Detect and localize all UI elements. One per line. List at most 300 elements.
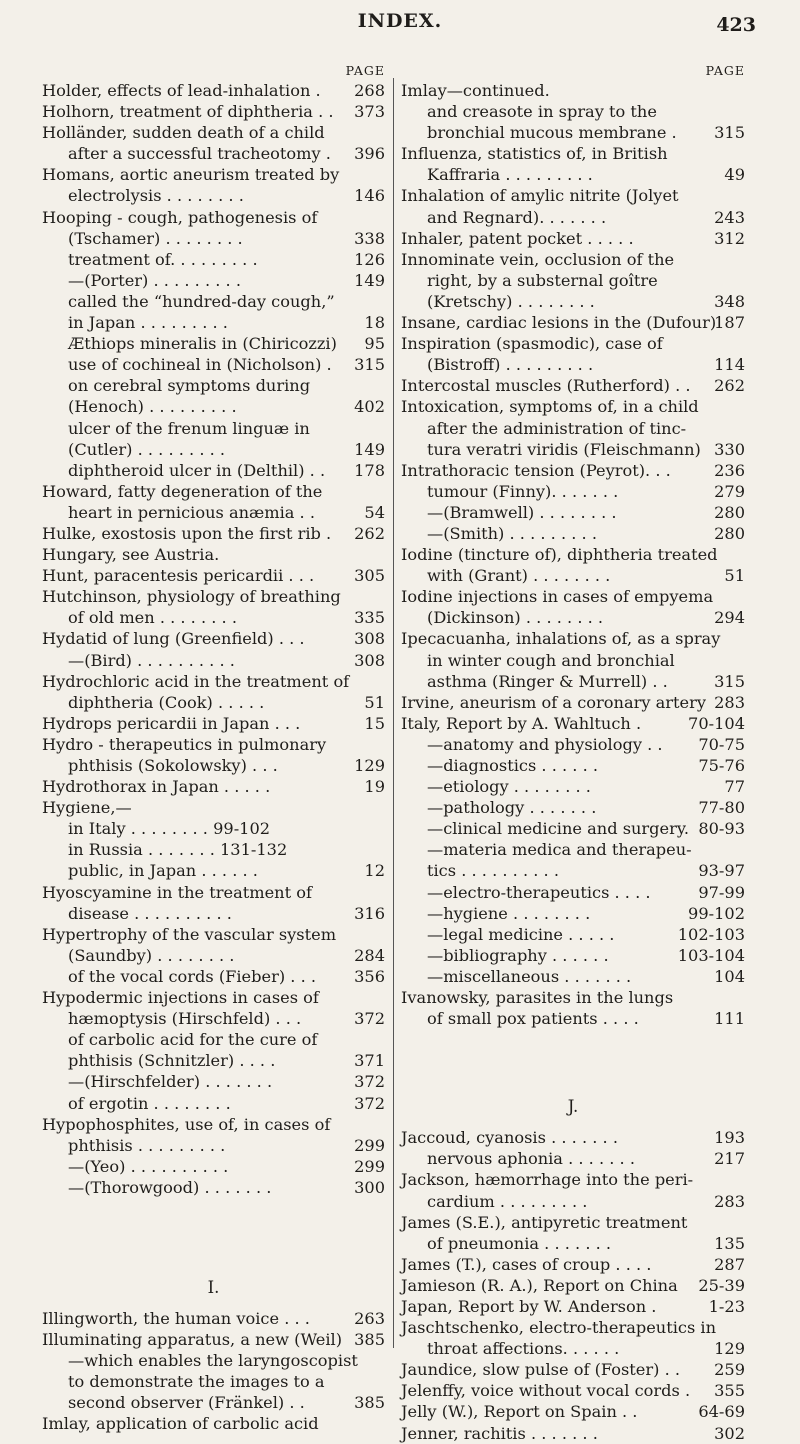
index-entry bbox=[42, 607, 385, 628]
entry-text: Innominate vein, occlusion of the bbox=[401, 249, 675, 269]
entry-text: —bibliography . . . . . . bbox=[427, 945, 609, 965]
entry-page: 12 bbox=[364, 861, 385, 881]
entry-text: —(Bramwell) . . . . . . . . bbox=[427, 502, 617, 522]
entry-page: 135 bbox=[714, 1233, 745, 1253]
entry-text: of old men . . . . . . . . bbox=[68, 608, 237, 628]
index-entry bbox=[42, 945, 385, 966]
index-entry bbox=[401, 903, 745, 924]
entry-text: —etiology . . . . . . . . bbox=[427, 777, 591, 797]
entry-text: Illuminating apparatus, a new (Weil) bbox=[42, 1330, 343, 1350]
entry-text: (Henoch) . . . . . . . . . bbox=[68, 397, 237, 417]
index-entry bbox=[42, 565, 385, 586]
entry-text: Jaschtschenko, electro-therapeutics in bbox=[401, 1318, 717, 1338]
index-entry bbox=[42, 650, 385, 671]
entry-text: use of cochineal in (Nicholson) . bbox=[68, 355, 332, 375]
entry-text: James (T.), cases of croup . . . . bbox=[401, 1254, 652, 1274]
entry-text: Howard, fatty degeneration of the bbox=[42, 481, 323, 501]
entry-text: Japan, Report by W. Anderson . bbox=[401, 1296, 657, 1316]
entry-text: Jackson, hæmorrhage into the peri- bbox=[401, 1170, 694, 1190]
entry-page: 49 bbox=[724, 165, 745, 185]
index-entry bbox=[42, 143, 385, 164]
entry-page: 262 bbox=[714, 376, 745, 396]
index-entry bbox=[42, 1029, 385, 1050]
index-entry bbox=[401, 628, 745, 649]
entry-text: —legal medicine . . . . . bbox=[427, 924, 615, 944]
index-entry bbox=[401, 1275, 745, 1296]
index-entry bbox=[401, 797, 745, 818]
entry-page: 126 bbox=[354, 249, 385, 269]
entry-text: Hulke, exostosis upon the first rib . bbox=[42, 523, 332, 543]
entry-text: Hydatid of lung (Greenfield) . . . bbox=[42, 629, 305, 649]
index-entry bbox=[401, 333, 745, 354]
entry-page: 280 bbox=[714, 523, 745, 543]
entry-page: 315 bbox=[714, 671, 745, 691]
entry-text: —electro-therapeutics . . . . bbox=[427, 882, 651, 902]
entry-text: Jenner, rachitis . . . . . . . bbox=[401, 1423, 598, 1443]
index-entry bbox=[401, 734, 745, 755]
index-entry bbox=[401, 713, 745, 734]
entry-text: Intercostal muscles (Rutherford) . . bbox=[401, 376, 691, 396]
entry-text: Imlay, application of carbolic acid bbox=[42, 1414, 319, 1434]
index-entry bbox=[401, 1169, 745, 1190]
index-entry bbox=[401, 860, 745, 881]
entry-text: Hungary, see Austria. bbox=[42, 545, 220, 565]
entry-text: Hydrothorax in Japan . . . . . bbox=[42, 777, 271, 797]
entry-page: 149 bbox=[354, 270, 385, 290]
entry-page: 300 bbox=[354, 1177, 385, 1197]
entry-text: and Regnard). . . . . . . bbox=[427, 207, 607, 227]
index-entry bbox=[42, 903, 385, 924]
entry-page: 279 bbox=[714, 481, 745, 501]
entry-text: called the “hundred-day cough,” bbox=[68, 291, 335, 311]
entry-page: 93-97 bbox=[698, 861, 745, 881]
entry-text: ulcer of the frenum linguæ in bbox=[68, 418, 310, 438]
index-entry bbox=[401, 1191, 745, 1212]
index-entry bbox=[401, 122, 745, 143]
entry-text: —pathology . . . . . . . bbox=[427, 798, 597, 818]
entry-text: Inhalation of amylic nitrite (Jolyet bbox=[401, 186, 679, 206]
index-entry bbox=[401, 987, 745, 1008]
entry-text: throat affections. . . . . . bbox=[427, 1339, 620, 1359]
index-entry bbox=[42, 1135, 385, 1156]
index-entry bbox=[42, 1392, 385, 1413]
entry-text: —hygiene . . . . . . . . bbox=[427, 903, 591, 923]
entry-text: —(Hirschfelder) . . . . . . . bbox=[68, 1072, 273, 1092]
index-entry bbox=[401, 1359, 745, 1380]
index-entry bbox=[401, 776, 745, 797]
index-entry bbox=[42, 396, 385, 417]
entry-text: of ergotin . . . . . . . . bbox=[68, 1093, 231, 1113]
index-entry bbox=[401, 185, 745, 206]
entry-page: 287 bbox=[714, 1254, 745, 1274]
entry-text: (Tschamer) . . . . . . . . bbox=[68, 228, 243, 248]
entry-text: Intoxication, symptoms of, in a child bbox=[401, 397, 699, 417]
entry-text: Jaccoud, cyanosis . . . . . . . bbox=[401, 1128, 618, 1148]
index-entry bbox=[42, 418, 385, 439]
index-entries bbox=[401, 1127, 745, 1443]
index-entry bbox=[401, 207, 745, 228]
entry-page: 129 bbox=[714, 1339, 745, 1359]
index-entry bbox=[401, 1338, 745, 1359]
index-entry bbox=[42, 249, 385, 270]
entry-page: 283 bbox=[714, 1191, 745, 1211]
entry-text: right, by a substernal goître bbox=[427, 270, 658, 290]
index-entry bbox=[401, 312, 745, 333]
index-entries bbox=[42, 1308, 385, 1435]
index-entry bbox=[42, 966, 385, 987]
entry-text: electrolysis . . . . . . . . bbox=[68, 186, 244, 206]
running-head bbox=[0, 4, 800, 34]
index-entry bbox=[42, 586, 385, 607]
index-entry bbox=[401, 650, 745, 671]
entry-text: public, in Japan . . . . . . bbox=[68, 861, 258, 881]
entry-page: 102-103 bbox=[677, 924, 745, 944]
entry-page: 302 bbox=[714, 1423, 745, 1443]
index-entry bbox=[42, 164, 385, 185]
entry-page: 262 bbox=[354, 523, 385, 543]
index-entry bbox=[401, 1401, 745, 1422]
entry-page: 305 bbox=[354, 566, 385, 586]
index-entry bbox=[42, 882, 385, 903]
page-label: PAGE bbox=[705, 63, 745, 78]
entry-text: in Italy . . . . . . . . 99-102 bbox=[68, 819, 271, 839]
entry-text: Hyoscyamine in the treatment of bbox=[42, 882, 312, 902]
entry-page: 385 bbox=[354, 1393, 385, 1413]
entry-text: (Bistroff) . . . . . . . . . bbox=[427, 355, 594, 375]
entry-text: —which enables the laryngoscopist bbox=[68, 1351, 358, 1371]
index-entry bbox=[42, 1308, 385, 1329]
entry-page: 75-76 bbox=[698, 756, 745, 775]
index-entry bbox=[401, 375, 745, 396]
entry-text: of carbolic acid for the cure of bbox=[68, 1030, 318, 1050]
entry-text: Hunt, paracentesis pericardii . . . bbox=[42, 566, 315, 586]
index-entry bbox=[42, 734, 385, 755]
entry-page: 294 bbox=[714, 608, 745, 628]
entry-text: Kaffraria . . . . . . . . . bbox=[427, 165, 593, 185]
entry-text: treatment of. . . . . . . . . bbox=[68, 249, 258, 269]
entry-page: 70-75 bbox=[698, 734, 745, 754]
entry-text: —miscellaneous . . . . . . . bbox=[427, 966, 632, 986]
entry-page: 97-99 bbox=[698, 882, 745, 902]
entry-text: Illingworth, the human voice . . . bbox=[42, 1308, 310, 1328]
entry-text: Holder, effects of lead-inhalation . bbox=[42, 81, 321, 100]
index-entry bbox=[42, 818, 385, 839]
index-entry bbox=[42, 797, 385, 818]
entry-page: 385 bbox=[354, 1330, 385, 1350]
right-column bbox=[401, 62, 745, 1444]
index-entry bbox=[401, 966, 745, 987]
entry-text: Insane, cardiac lesions in the (Dufour) bbox=[401, 313, 717, 333]
entry-page: 373 bbox=[354, 102, 385, 122]
entry-page: 129 bbox=[354, 756, 385, 775]
entry-page: 283 bbox=[714, 692, 745, 712]
index-entry bbox=[401, 439, 745, 460]
entry-page: 330 bbox=[714, 439, 745, 459]
entry-text: Hooping - cough, pathogenesis of bbox=[42, 207, 318, 227]
index-entry bbox=[42, 1008, 385, 1029]
entry-page: 193 bbox=[714, 1128, 745, 1148]
entry-page: 77-80 bbox=[698, 798, 745, 818]
entry-text: Italy, Report by A. Wahltuch . bbox=[401, 713, 642, 733]
entry-page: 280 bbox=[714, 502, 745, 522]
index-entry bbox=[42, 544, 385, 565]
index-entry bbox=[42, 1071, 385, 1092]
entry-text: Irvine, aneurism of a coronary artery bbox=[401, 692, 706, 712]
entry-text: to demonstrate the images to a bbox=[68, 1372, 325, 1392]
entry-page: 236 bbox=[714, 460, 745, 480]
index-entry bbox=[42, 354, 385, 375]
entry-text: Hutchinson, physiology of breathing bbox=[42, 587, 341, 607]
entry-text: after the administration of tinc- bbox=[427, 418, 687, 438]
column-divider bbox=[393, 78, 394, 1348]
entry-text: Homans, aortic aneurism treated by bbox=[42, 165, 340, 185]
entry-page: 308 bbox=[354, 629, 385, 649]
entry-text: tumour (Finny). . . . . . . bbox=[427, 481, 619, 501]
entry-text: nervous aphonia . . . . . . . bbox=[427, 1149, 635, 1169]
index-entry bbox=[401, 143, 745, 164]
entry-text: tics . . . . . . . . . . bbox=[427, 861, 559, 881]
index-entry bbox=[401, 1423, 745, 1444]
index-entry bbox=[401, 586, 745, 607]
index-entry bbox=[401, 460, 745, 481]
index-entry bbox=[401, 164, 745, 185]
entry-page: 51 bbox=[724, 566, 745, 586]
index-entry bbox=[42, 628, 385, 649]
entry-text: Iodine (tincture of), diphtheria treated bbox=[401, 545, 718, 565]
entry-page: 312 bbox=[714, 228, 745, 248]
entry-text: (Dickinson) . . . . . . . . bbox=[427, 608, 604, 628]
entry-text: of small pox patients . . . . bbox=[427, 1009, 639, 1029]
entry-text: Jamieson (R. A.), Report on China bbox=[401, 1275, 678, 1295]
entry-page: 64-69 bbox=[698, 1402, 745, 1422]
index-entry bbox=[42, 755, 385, 776]
entry-text: James (S.E.), antipyretic treatment bbox=[401, 1212, 688, 1232]
entry-text: Hydro - therapeutics in pulmonary bbox=[42, 734, 327, 754]
index-entry bbox=[401, 354, 745, 375]
index-entry bbox=[401, 228, 745, 249]
index-entry bbox=[401, 291, 745, 312]
entry-text: Ivanowsky, parasites in the lungs bbox=[401, 988, 674, 1008]
index-entry bbox=[401, 945, 745, 966]
entry-text: (Cutler) . . . . . . . . . bbox=[68, 439, 226, 459]
entry-text: phthisis (Sokolowsky) . . . bbox=[68, 756, 278, 775]
entry-page: 315 bbox=[354, 355, 385, 375]
entry-page: 51 bbox=[364, 692, 385, 712]
index-entry bbox=[42, 1156, 385, 1177]
index-entry bbox=[42, 839, 385, 860]
entry-text: —(Thorowgood) . . . . . . . bbox=[68, 1177, 272, 1197]
index-entry bbox=[42, 312, 385, 333]
entry-text: on cerebral symptoms during bbox=[68, 376, 311, 396]
left-column bbox=[42, 62, 385, 1435]
index-entry bbox=[401, 1212, 745, 1233]
index-entry bbox=[401, 418, 745, 439]
entry-text: Hypertrophy of the vascular system bbox=[42, 924, 337, 944]
index-entry bbox=[401, 1148, 745, 1169]
entry-text: Hydrops pericardii in Japan . . . bbox=[42, 713, 301, 733]
index-entry bbox=[401, 1317, 745, 1338]
entry-text: of pneumonia . . . . . . . bbox=[427, 1233, 612, 1253]
entry-text: Hypodermic injections in cases of bbox=[42, 988, 319, 1008]
index-entry bbox=[401, 924, 745, 945]
entry-text: Æthiops mineralis in (Chiricozzi) bbox=[68, 334, 337, 354]
index-entry bbox=[401, 1380, 745, 1401]
entry-text: —(Yeo) . . . . . . . . . . bbox=[68, 1156, 229, 1176]
entry-page: 149 bbox=[354, 439, 385, 459]
index-entry bbox=[42, 1114, 385, 1135]
entry-page: 263 bbox=[354, 1308, 385, 1328]
entry-page: 19 bbox=[364, 777, 385, 797]
entry-text: —diagnostics . . . . . . bbox=[427, 756, 599, 775]
entry-page: 187 bbox=[714, 313, 745, 333]
entry-page: 316 bbox=[354, 903, 385, 923]
index-entry bbox=[401, 818, 745, 839]
entry-text: Jelenffy, voice without vocal cords . bbox=[401, 1381, 691, 1401]
page-title: INDEX. bbox=[357, 10, 443, 32]
index-entry bbox=[42, 1413, 385, 1434]
entry-text: after a successful tracheotomy . bbox=[68, 144, 331, 164]
entry-page: 268 bbox=[354, 81, 385, 100]
entry-text: Hygiene,— bbox=[42, 798, 132, 818]
index-entry bbox=[42, 1093, 385, 1114]
entry-text: Holländer, sudden death of a child bbox=[42, 123, 325, 143]
index-entry bbox=[42, 439, 385, 460]
entry-text: of the vocal cords (Fieber) . . . bbox=[68, 966, 317, 986]
entry-page: 372 bbox=[354, 1009, 385, 1029]
index-entries bbox=[401, 80, 745, 1029]
entry-page: 335 bbox=[354, 608, 385, 628]
entry-text: phthisis (Schnitzler) . . . . bbox=[68, 1051, 276, 1071]
index-entry bbox=[401, 481, 745, 502]
entry-text: Jaundice, slow pulse of (Foster) . . bbox=[401, 1360, 681, 1380]
index-entry bbox=[42, 713, 385, 734]
index-entry bbox=[42, 523, 385, 544]
index-entry bbox=[401, 101, 745, 122]
index-entry bbox=[401, 396, 745, 417]
index-entry bbox=[401, 1296, 745, 1317]
entry-text: in winter cough and bronchial bbox=[427, 650, 675, 670]
entry-page: 104 bbox=[714, 966, 745, 986]
entry-text: Influenza, statistics of, in British bbox=[401, 144, 668, 164]
index-entry bbox=[401, 755, 745, 776]
entry-text: (Saundby) . . . . . . . . bbox=[68, 945, 235, 965]
entry-page: 348 bbox=[714, 291, 745, 311]
entry-page: 356 bbox=[354, 966, 385, 986]
entry-page: 308 bbox=[354, 650, 385, 670]
page-number: 423 bbox=[716, 14, 756, 36]
section-gap bbox=[401, 1029, 745, 1087]
section-letter: I. bbox=[207, 1277, 220, 1297]
index-entry bbox=[401, 671, 745, 692]
entry-page: 111 bbox=[714, 1009, 745, 1029]
entry-text: diphtheroid ulcer in (Delthil) . . bbox=[68, 460, 326, 480]
index-entry bbox=[42, 692, 385, 713]
entry-text: —(Smith) . . . . . . . . . bbox=[427, 523, 597, 543]
entry-text: —(Porter) . . . . . . . . . bbox=[68, 270, 241, 290]
entry-text: Inspiration (spasmodic), case of bbox=[401, 334, 663, 354]
index-entry bbox=[401, 523, 745, 544]
entry-page: 259 bbox=[714, 1360, 745, 1380]
index-entry bbox=[401, 502, 745, 523]
entry-text: Jelly (W.), Report on Spain . . bbox=[401, 1402, 638, 1422]
entry-text: and creasote in spray to the bbox=[427, 102, 657, 122]
entry-page: 243 bbox=[714, 207, 745, 227]
entry-text: disease . . . . . . . . . . bbox=[68, 903, 232, 923]
index-entry bbox=[42, 375, 385, 396]
index-entry bbox=[42, 80, 385, 101]
index-entry bbox=[42, 207, 385, 228]
index-entry bbox=[42, 481, 385, 502]
index-entry bbox=[401, 544, 745, 565]
entry-text: second observer (Fränkel) . . bbox=[68, 1393, 305, 1413]
entry-text: Inhaler, patent pocket . . . . . bbox=[401, 228, 634, 248]
index-entry bbox=[42, 1350, 385, 1371]
index-entry bbox=[401, 249, 745, 270]
entry-text: Hypophosphites, use of, in cases of bbox=[42, 1114, 331, 1134]
entry-text: Ipecacuanha, inhalations of, as a spray bbox=[401, 629, 721, 649]
entry-page: 284 bbox=[354, 945, 385, 965]
entry-page: 95 bbox=[364, 334, 385, 354]
entry-text: —clinical medicine and surgery. bbox=[427, 819, 689, 839]
entry-text: (Kretschy) . . . . . . . . bbox=[427, 291, 595, 311]
entry-page: 355 bbox=[714, 1381, 745, 1401]
entry-text: asthma (Ringer & Murrell) . . bbox=[427, 671, 668, 691]
entry-page: 338 bbox=[354, 228, 385, 248]
index-entry bbox=[401, 839, 745, 860]
entry-page: 372 bbox=[354, 1072, 385, 1092]
entry-page: 77 bbox=[724, 777, 745, 797]
entry-text: —anatomy and physiology . . bbox=[427, 734, 663, 754]
index-entries bbox=[42, 80, 385, 1198]
index-entry bbox=[42, 460, 385, 481]
entry-page: 146 bbox=[354, 186, 385, 206]
section-gap bbox=[42, 1198, 385, 1268]
index-entry bbox=[42, 122, 385, 143]
entry-page: 25-39 bbox=[698, 1275, 745, 1295]
entry-page: 18 bbox=[364, 313, 385, 333]
entry-text: Imlay—continued. bbox=[401, 81, 550, 100]
entry-text: Intrathoracic tension (Peyrot). . . bbox=[401, 460, 671, 480]
entry-page: 15 bbox=[364, 713, 385, 733]
entry-page: 1-23 bbox=[708, 1296, 745, 1316]
section-letter: J. bbox=[567, 1097, 579, 1117]
entry-page: 402 bbox=[354, 397, 385, 417]
entry-text: Hydrochloric acid in the treatment of bbox=[42, 671, 350, 691]
index-entry bbox=[42, 671, 385, 692]
index-entry bbox=[42, 924, 385, 945]
entry-text: hæmoptysis (Hirschfeld) . . . bbox=[68, 1009, 302, 1029]
entry-page: 178 bbox=[354, 460, 385, 480]
entry-text: heart in pernicious anæmia . . bbox=[68, 502, 315, 522]
entry-page: 103-104 bbox=[677, 945, 745, 965]
index-entry bbox=[401, 692, 745, 713]
entry-text: in Russia . . . . . . . 131-132 bbox=[68, 840, 288, 860]
index-entry bbox=[42, 1177, 385, 1198]
index-entry bbox=[401, 607, 745, 628]
index-entry bbox=[42, 228, 385, 249]
index-entry bbox=[42, 502, 385, 523]
entry-page: 70-104 bbox=[688, 713, 745, 733]
index-entry bbox=[401, 882, 745, 903]
entry-text: diphtheria (Cook) . . . . . bbox=[68, 692, 265, 712]
index-entry bbox=[401, 565, 745, 586]
entry-text: cardium . . . . . . . . . bbox=[427, 1191, 588, 1211]
entry-text: phthisis . . . . . . . . . bbox=[68, 1135, 226, 1155]
entry-text: Holhorn, treatment of diphtheria . . bbox=[42, 102, 334, 122]
entry-text: Iodine injections in cases of empyema bbox=[401, 587, 714, 607]
index-entry bbox=[42, 1371, 385, 1392]
index-entry bbox=[42, 1329, 385, 1350]
